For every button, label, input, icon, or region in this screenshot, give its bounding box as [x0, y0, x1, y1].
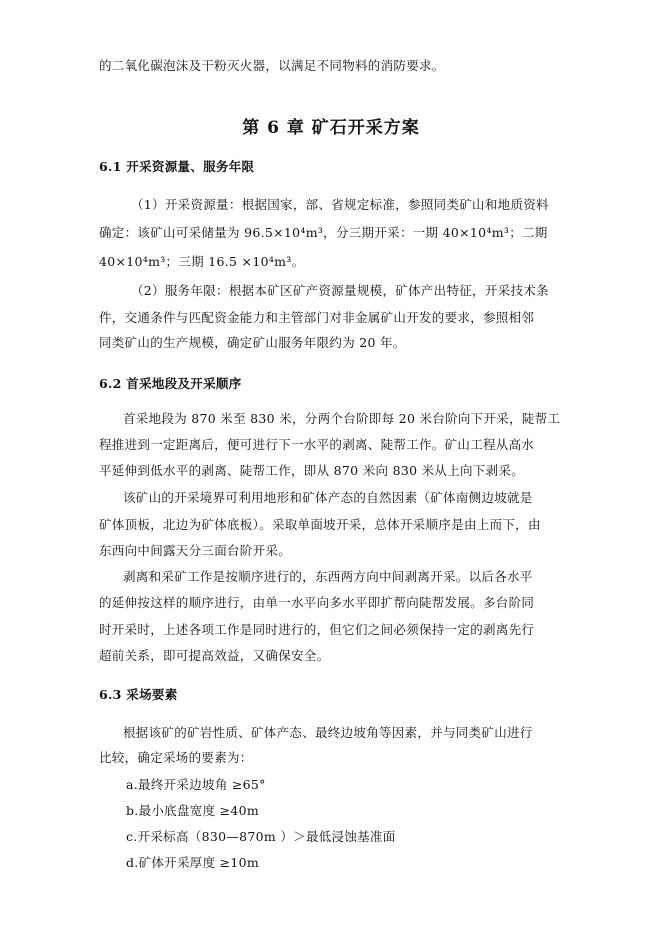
list-item: d.矿体开采厚度 ≥10m: [126, 855, 260, 870]
intro-paragraph-line: 的二氧化碳泡沫及干粉灭火器，以满足不同物料的消防要求。: [99, 58, 445, 73]
section-heading-6-3: 6.3 采场要素: [99, 687, 178, 702]
paragraph-line: 40×10⁴m³；三期 16.5 ×10⁴m³。: [99, 254, 305, 269]
paragraph-line: 剥离和采矿工作是按顺序进行的，东西两方向中间剥离开采。以后各水平: [123, 569, 533, 584]
paragraph-line: 超前关系，即可提高效益，又确保安全。: [99, 648, 330, 663]
paragraph-line: 比较，确定采场的要素为：: [99, 750, 253, 765]
paragraph-line: 时开采时，上述各项工作是同时进行的，但它们之间必须保持一定的剥离先行: [99, 622, 535, 637]
section-heading-6-2: 6.2 首采地段及开采顺序: [99, 376, 242, 391]
paragraph-line: 东西向中间露天分三面台阶开采。: [99, 543, 292, 558]
paragraph-line: 同类矿山的生产规模，确定矿山服务年限约为 20 年。: [99, 335, 406, 350]
paragraph-line: （1）开采资源量：根据国家，部、省规定标准，参照同类矿山和地质资料: [131, 197, 549, 212]
paragraph-line: 该矿山的开采境界可利用地形和矿体产态的自然因素（矿体南侧边坡就是: [123, 490, 533, 505]
paragraph-line: 件，交通条件与匹配资金能力和主管部门对非金属矿山开发的要求，参照相邻: [99, 310, 535, 325]
chapter-title: 第 6 章 矿石开采方案: [242, 118, 420, 138]
list-item: c.开采标高（830—870m ）＞最低浸蚀基准面: [126, 829, 396, 844]
section-heading-6-1: 6.1 开采资源量、服务年限: [99, 159, 255, 174]
paragraph-line: 确定：该矿山可采储量为 96.5×10⁴m³，分三期开采：一期 40×10⁴m³；二期: [99, 225, 548, 240]
paragraph-line: 矿体顶板，北边为矿体底板）。采取单面坡开采，总体开采顺序是由上而下，由: [99, 517, 541, 532]
paragraph-line: 平延伸到低水平的剥离、陡帮工作，即从 870 米向 830 米从上向下剥采。: [99, 463, 525, 478]
paragraph-line: 根据该矿的矿岩性质、矿体产态、最终边坡角等因素，并与同类矿山进行: [123, 725, 533, 740]
paragraph-line: 首采地段为 870 米至 830 米，分两个台阶即每 20 米台阶向下开采，陡帮工: [123, 411, 561, 426]
paragraph-line: 的延伸按这样的顺序进行，由单一水平向多水平即扩帮向陡帮发展。多台阶同: [99, 595, 535, 610]
paragraph-line: 程推进到一定距离后，便可进行下一水平的剥离、陡帮工作。矿山工程从高水: [99, 437, 535, 452]
list-item: a.最终开采边坡角 ≥65°: [126, 777, 266, 792]
list-item: b.最小底盘宽度 ≥40m: [126, 803, 260, 818]
paragraph-line: （2）服务年限：根据本矿区矿产资源量规模，矿体产出特征，开采技术条: [131, 283, 549, 298]
